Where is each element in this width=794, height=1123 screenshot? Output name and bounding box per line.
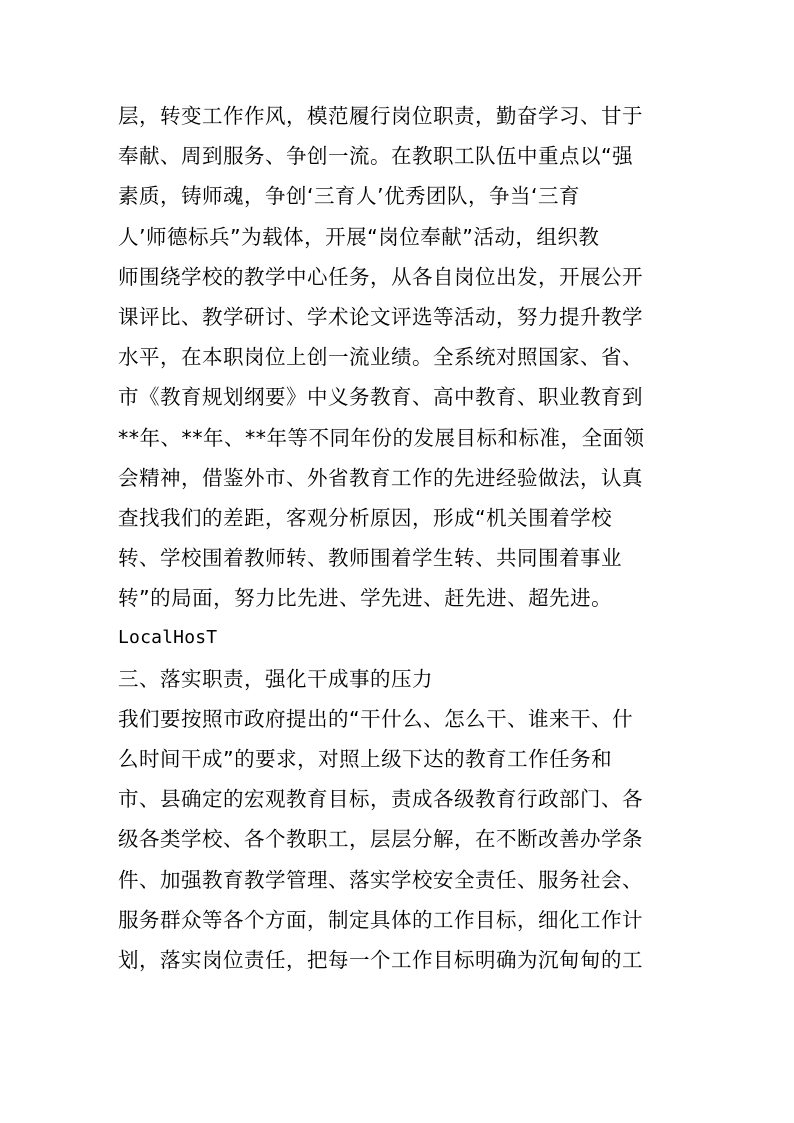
section-heading: 三、落实职责，强化干成事的压力 xyxy=(118,666,433,691)
section-paragraph-line: 级各类学校、各个教职工，层层分解，在不断改善办学条 xyxy=(118,827,643,852)
section-paragraph-line: 划，落实岗位责任，把每一个工作目标明确为沉甸甸的工 xyxy=(118,947,643,972)
section-paragraph-line: 服务群众等各个方面，制定具体的工作目标，细化工作计 xyxy=(118,907,643,932)
section-paragraph-line: 市、县确定的宏观教育目标，责成各级教育行政部门、各 xyxy=(118,787,643,812)
localhost-marker: LocalHosT xyxy=(118,627,218,649)
paragraph-line: 奉献、周到服务、争创一流。在教职工队伍中重点以“强 xyxy=(118,144,634,169)
paragraph-line: **年、**年、**年等不同年份的发展目标和标准，全面领 xyxy=(118,425,645,450)
paragraph-line: 转”的局面，努力比先进、学先进、赶先进、超先进。 xyxy=(118,586,613,611)
paragraph-line: 转、学校围着教师转、教师围着学生转、共同围着事业 xyxy=(118,546,622,571)
document-body xyxy=(118,96,678,980)
paragraph-line: 会精神，借鉴外市、外省教育工作的先进经验做法，认真 xyxy=(118,465,643,490)
paragraph-line: 水平，在本职岗位上创一流业绩。全系统对照国家、省、 xyxy=(118,345,643,370)
paragraph-line: 市《教育规划纲要》中义务教育、高中教育、职业教育到 xyxy=(118,385,643,410)
paragraph-line: 人’师德标兵”为载体，开展“岗位奉献”活动，组织教 xyxy=(118,224,600,249)
paragraph-line: 查找我们的差距，客观分析原因，形成“机关围着学校 xyxy=(118,505,613,530)
section-paragraph-line: 件、加强教育教学管理、落实学校安全责任、服务社会、 xyxy=(118,867,643,892)
paragraph-line: 层，转变工作作风，模范履行岗位职责，勤奋学习、甘于 xyxy=(118,104,643,128)
paragraph-line: 师围绕学校的教学中心任务，从各自岗位出发，开展公开 xyxy=(118,264,643,289)
paragraph-line: 素质，铸师魂，争创‘三育人’优秀团队，争当‘三育 xyxy=(118,184,581,209)
section-paragraph-line: 么时间干成”的要求，对照上级下达的教育工作任务和 xyxy=(118,747,613,771)
paragraph-line: 课评比、教学研讨、学术论文评选等活动，努力提升教学 xyxy=(118,304,643,329)
section-paragraph-line: 我们要按照市政府提出的“干什么、怎么干、谁来干、什 xyxy=(118,706,634,731)
